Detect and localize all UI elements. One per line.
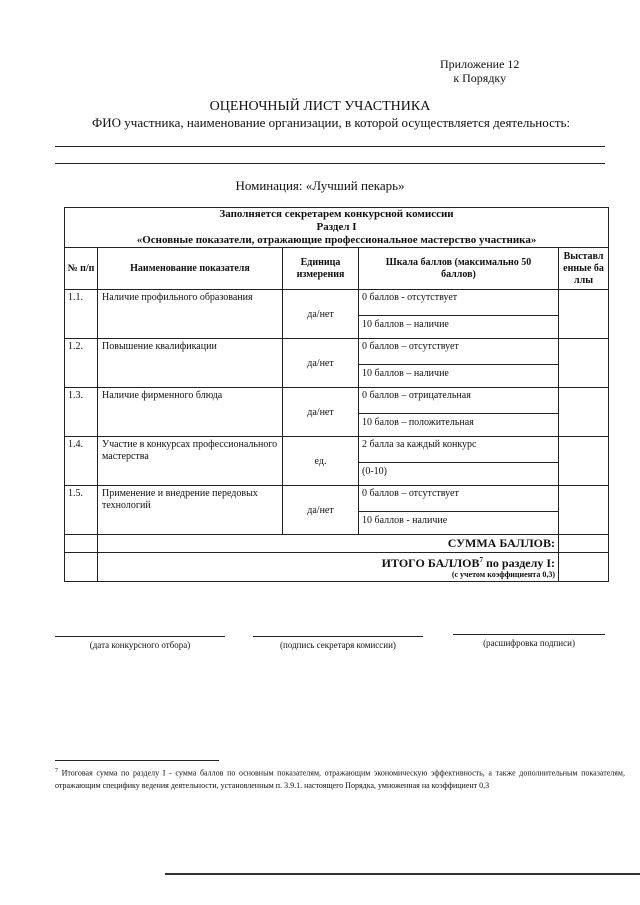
row-unit: да/нет <box>283 339 359 388</box>
fio-label: ФИО участника, наименование организации, в которой осуществляется деятельность: <box>92 115 571 130</box>
table-header-block <box>65 208 609 248</box>
row-num: 1.1. <box>65 290 98 339</box>
sum-row <box>65 535 609 553</box>
row-scale-2: 10 баллов – наличие <box>359 316 559 339</box>
row-num: 1.4. <box>65 437 98 486</box>
col-given-header: Выставленные баллы <box>559 248 609 290</box>
row-unit: ед. <box>283 437 359 486</box>
footnote-mark: 7 <box>55 768 58 774</box>
row-scale-2: (0-10) <box>359 463 559 486</box>
signature-label-decoding: (расшифровка подписи) <box>483 638 575 648</box>
row-scale-1: 0 баллов - отсутствует <box>359 290 559 316</box>
footnote-separator <box>55 760 219 761</box>
row-num: 1.3. <box>65 388 98 437</box>
row-given-cell[interactable] <box>559 290 609 339</box>
total-label <box>98 553 559 582</box>
row-scale-2: 10 баллов - наличие <box>359 512 559 535</box>
row-given-cell[interactable] <box>559 339 609 388</box>
document-title: ОЦЕНОЧНЫЙ ЛИСТ УЧАСТНИКА <box>209 99 431 114</box>
page-bottom-rule <box>165 873 640 875</box>
row-num: 1.5. <box>65 486 98 535</box>
table-row <box>65 437 609 463</box>
row-unit: да/нет <box>283 290 359 339</box>
signature-label-secretary: (подпись секретаря комиссии) <box>280 640 396 650</box>
row-unit: да/нет <box>283 486 359 535</box>
row-scale-1: 0 баллов – отсутствует <box>359 339 559 365</box>
row-scale-2: 10 баллов – наличие <box>359 365 559 388</box>
sum-num-cell <box>65 535 98 553</box>
signature-label-date: (дата конкурсного отбора) <box>89 640 191 650</box>
row-scale-1: 0 баллов – отсутствует <box>359 486 559 512</box>
table-section-header <box>65 208 609 248</box>
fill-line-1 <box>55 146 605 147</box>
annex-line-1: Приложение 12 <box>440 57 520 71</box>
nomination: Номинация: «Лучший пекарь» <box>235 178 405 193</box>
col-unit-header: Единица измерения <box>283 248 359 290</box>
annex-reference <box>440 57 519 85</box>
row-name: Наличие профильного образования <box>98 290 283 339</box>
table-row <box>65 290 609 316</box>
total-row <box>65 553 609 582</box>
evaluation-table <box>64 207 609 582</box>
total-value-cell[interactable] <box>559 553 609 582</box>
col-name-header: Наименование показателя <box>98 248 283 290</box>
header-line-2: Раздел I <box>316 221 357 233</box>
row-scale-1: 2 балла за каждый конкурс <box>359 437 559 463</box>
footnote <box>55 765 625 792</box>
header-line-3: «Основные показатели, отражающие профессиональное мастерство участника» <box>136 234 537 246</box>
table-row <box>65 486 609 512</box>
footnote-text: Итоговая сумма по разделу I - сумма баллов по основным показателям, отражающим экономическую эффективность, а также дополнительным показателям, отражающим специфику ведения деятельности, установленным п. 3.9.1. настоящего Порядка, умноженная на коэффициент 0,3 <box>55 768 625 790</box>
row-given-cell[interactable] <box>559 388 609 437</box>
row-scale-2: 10 балов – положительная <box>359 414 559 437</box>
row-unit: да/нет <box>283 388 359 437</box>
annex-line-2: к Порядку <box>453 71 507 85</box>
fill-line-2 <box>55 163 605 164</box>
total-num-cell <box>65 553 98 582</box>
col-num-header: № п/п <box>65 248 98 290</box>
row-name: Участие в конкурсах профессионального мастерства <box>98 437 283 486</box>
row-scale-1: 0 баллов – отрицательная <box>359 388 559 414</box>
column-header-row <box>65 248 609 290</box>
row-num: 1.2. <box>65 339 98 388</box>
row-given-cell[interactable] <box>559 486 609 535</box>
sum-value-cell[interactable] <box>559 535 609 553</box>
signature-line-secretary <box>253 636 423 637</box>
row-name: Повышение квалификации <box>98 339 283 388</box>
sum-label: СУММА БАЛЛОВ: <box>98 535 559 553</box>
row-name: Наличие фирменного блюда <box>98 388 283 437</box>
col-scale-header: Шкала баллов (максимально 50 баллов) <box>359 248 559 290</box>
header-line-1: Заполняется секретарем конкурсной комиссии <box>219 208 454 220</box>
total-label-end: по разделу I: <box>483 556 555 570</box>
table-row <box>65 388 609 414</box>
table-row <box>65 339 609 365</box>
signature-line-date <box>55 636 225 637</box>
total-footnote-mark: 7 <box>479 556 483 564</box>
row-name: Применение и внедрение передовых технологий <box>98 486 283 535</box>
row-given-cell[interactable] <box>559 437 609 486</box>
total-note: (с учетом коэффициента 0,3) <box>451 570 555 579</box>
total-label-text: ИТОГО БАЛЛОВ <box>381 556 480 570</box>
signature-line-decoding <box>453 634 605 635</box>
